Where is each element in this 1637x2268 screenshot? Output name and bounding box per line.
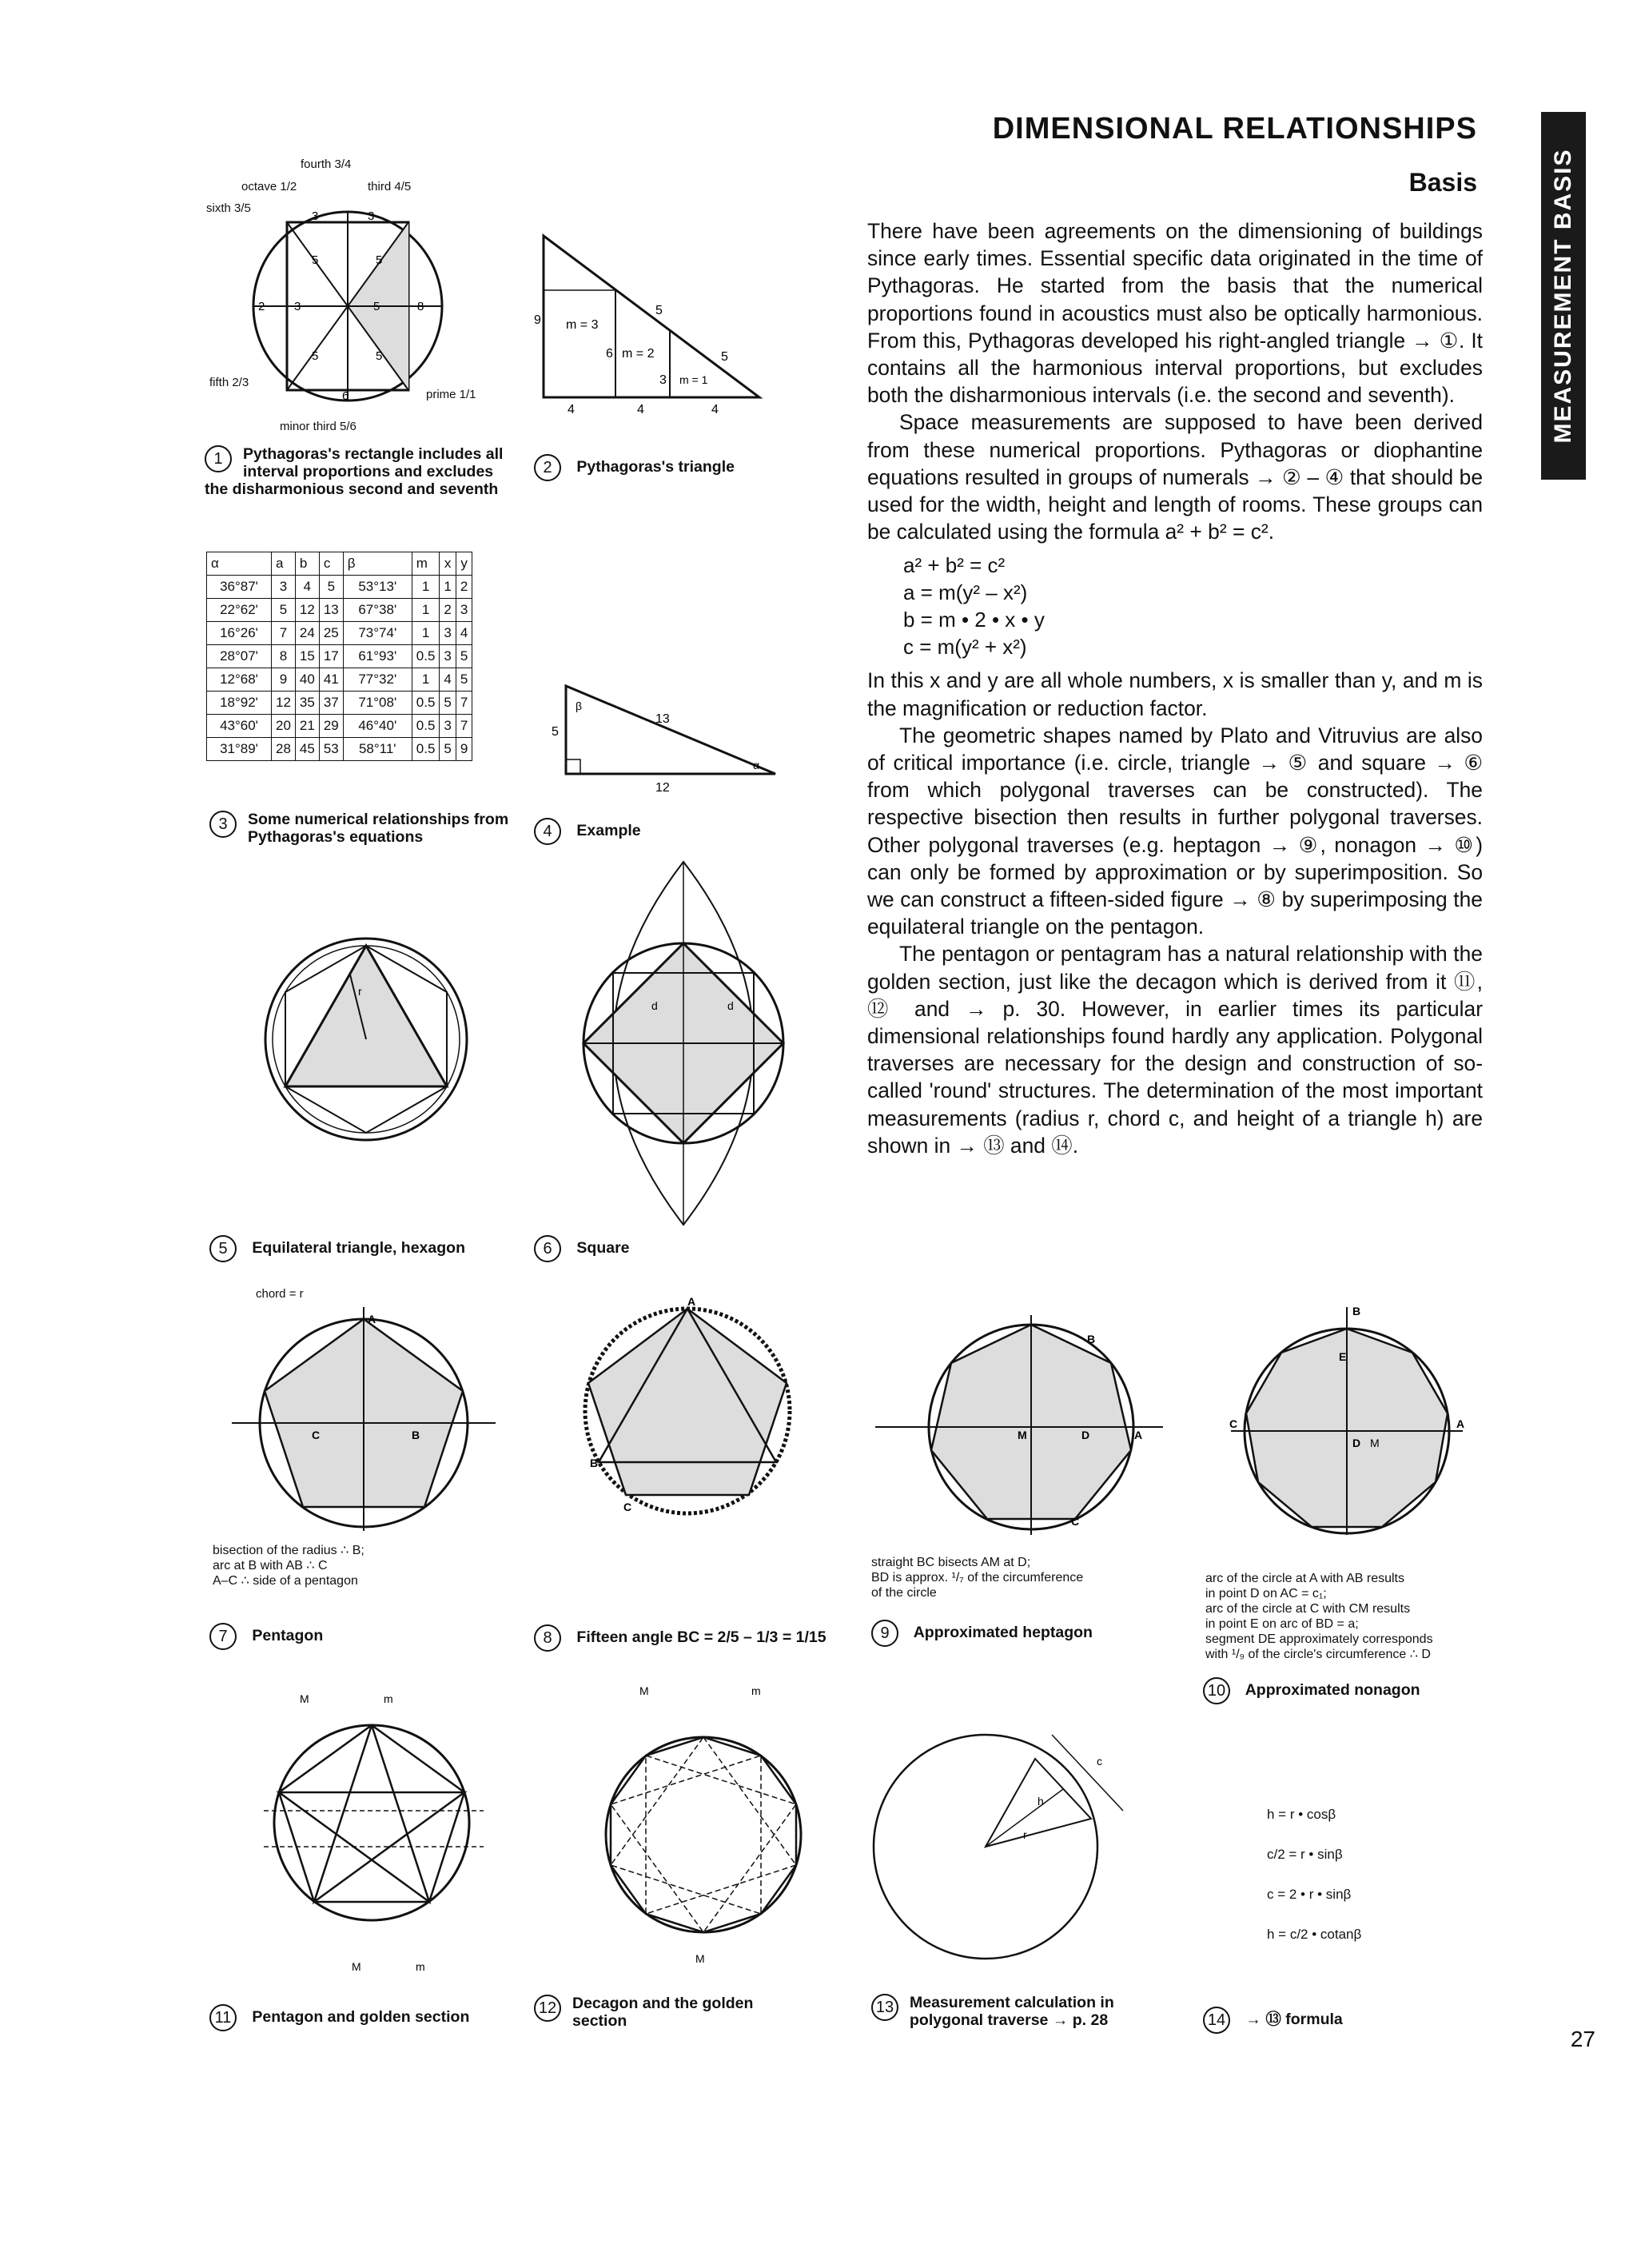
note-line: arc of the circle at A with AB results xyxy=(1205,1572,1404,1585)
fig9-number: 9 xyxy=(871,1620,898,1647)
svg-text:9: 9 xyxy=(534,313,541,327)
fig8-diagram xyxy=(576,1295,799,1527)
table-cell: 15 xyxy=(295,645,319,668)
svg-text:3: 3 xyxy=(294,300,301,313)
fig1-label-third: third 4/5 xyxy=(368,180,412,193)
formula: c = m(y² + x²) xyxy=(903,635,1027,660)
fig11-diagram xyxy=(256,1687,496,1983)
table-cell: 53°13' xyxy=(343,576,412,599)
svg-text:3: 3 xyxy=(659,373,667,387)
svg-text:α: α xyxy=(753,759,760,771)
fig6-diagram xyxy=(560,855,807,1231)
fig5-number: 5 xyxy=(209,1235,237,1262)
svg-text:D: D xyxy=(1352,1437,1361,1449)
table-row xyxy=(207,692,472,715)
table-cell: 2 xyxy=(440,599,456,622)
fig10-caption-text: Approximated nonagon xyxy=(1245,1681,1420,1700)
fig5-caption-text: Equilateral triangle, hexagon xyxy=(252,1239,465,1258)
table-row xyxy=(207,622,472,645)
table-cell: 21 xyxy=(295,715,319,738)
paragraph: There have been agreements on the dimensioning of buildings since early times. Essential specific data originated in the time of Pythagoras. He started from the basis that the numerical proportions found in acoustics must also be optically harmonious. From this, Pythagoras developed his right-angled triangle → ①. It contains all the harmonious interval proportions, but excludes both the disharmonious intervals (i.e. the second and seventh). xyxy=(867,219,1483,408)
svg-text:4: 4 xyxy=(637,403,644,417)
svg-text:8: 8 xyxy=(417,300,424,313)
fig8-caption xyxy=(534,1624,854,1652)
table-row xyxy=(207,576,472,599)
svg-text:A: A xyxy=(1134,1429,1143,1441)
formula: h = r • cosβ xyxy=(1267,1807,1336,1822)
table-cell: 25 xyxy=(319,622,343,645)
table-cell: 7 xyxy=(272,622,296,645)
table-cell: 43°60' xyxy=(207,715,272,738)
fig8-caption-text: Fifteen angle BC = xyxy=(576,1628,714,1647)
fig13-diagram xyxy=(871,1719,1143,1967)
table-cell: 13 xyxy=(319,599,343,622)
note-line: of the circle xyxy=(871,1586,937,1600)
svg-text:h: h xyxy=(1038,1795,1044,1808)
svg-text:E: E xyxy=(1339,1350,1347,1363)
svg-text:5: 5 xyxy=(312,253,319,267)
table-cell: 71°08' xyxy=(343,692,412,715)
table-cell: 0.5 xyxy=(412,715,440,738)
svg-text:c: c xyxy=(1097,1755,1102,1768)
table-cell: 40 xyxy=(295,668,319,692)
svg-text:m = 1: m = 1 xyxy=(679,373,708,386)
fig13-caption xyxy=(871,1994,1167,2029)
formula: a² + b² = c² xyxy=(903,553,1006,578)
svg-text:C: C xyxy=(623,1501,632,1513)
note-line: with ¹/₉ of the circle's circumference ∴ D xyxy=(1205,1648,1431,1661)
fig14-number: 14 xyxy=(1203,2007,1230,2034)
table-row xyxy=(207,668,472,692)
fig6-caption-text: Square xyxy=(576,1239,630,1258)
svg-text:4: 4 xyxy=(711,403,719,417)
svg-text:β: β xyxy=(576,700,583,712)
table-header-row xyxy=(207,552,472,576)
paragraph: The geometric shapes named by Plato and Vitruvius are also of critical importance (i.e. circle, triangle → ⑤ and square → ⑥ from which polygonal traverses can be constructed). The respective bisection then results in further polygonal traverses. Other polygonal traverses (e.g. heptagon → ⑨, nonagon → ⑩) can only be formed by approximation or by superimposition. So we can construct a fifteen-sided figure → ⑧ by superimposing the equilateral triangle on the pentagon. xyxy=(867,723,1483,939)
table-cell: 1 xyxy=(412,599,440,622)
svg-text:d: d xyxy=(727,999,734,1012)
fig2-caption-text: Pythagoras's triangle xyxy=(576,458,735,476)
table-cell: 18°92' xyxy=(207,692,272,715)
table-header: a xyxy=(272,552,296,576)
fig1-label-sixth: sixth 3/5 xyxy=(206,201,251,215)
table-cell: 2 xyxy=(456,576,472,599)
svg-text:r: r xyxy=(358,985,362,998)
fig8-number: 8 xyxy=(534,1624,561,1652)
table-cell: 5 xyxy=(440,692,456,715)
svg-text:B: B xyxy=(1352,1305,1361,1317)
fig1-label-prime: prime 1/1 xyxy=(426,388,476,401)
svg-text:B: B xyxy=(590,1457,599,1469)
side-tab-label: MEASUREMENT BASIS xyxy=(1550,148,1576,444)
fig9-note xyxy=(871,1555,1143,1600)
fig9-caption-text: Approximated heptagon xyxy=(913,1624,1093,1642)
fig6-number: 6 xyxy=(534,1235,561,1262)
page-title: DIMENSIONAL RELATIONSHIPS xyxy=(992,112,1477,145)
table-cell: 73°74' xyxy=(343,622,412,645)
table-cell: 28 xyxy=(272,738,296,761)
note-line: A–C ∴ side of a pentagon xyxy=(213,1574,358,1588)
side-tab xyxy=(1541,112,1586,480)
fig4-caption xyxy=(534,818,774,845)
note-line: segment DE approximately corresponds xyxy=(1205,1632,1433,1646)
svg-text:5: 5 xyxy=(312,349,319,363)
svg-text:12: 12 xyxy=(655,781,670,795)
table-cell: 1 xyxy=(412,576,440,599)
svg-text:M: M xyxy=(1018,1429,1027,1441)
paragraph: In this x and y are all whole numbers, x is smaller than y, and m is the magnification or reduction factor. xyxy=(867,668,1483,720)
formula: c = 2 • r • sinβ xyxy=(1267,1887,1352,1902)
fig1-label-minor-third: minor third 5/6 xyxy=(280,420,356,433)
table-cell: 46°40' xyxy=(343,715,412,738)
svg-text:6: 6 xyxy=(606,347,613,361)
svg-text:C: C xyxy=(312,1429,321,1441)
table-cell: 29 xyxy=(319,715,343,738)
svg-text:2: 2 xyxy=(258,300,265,313)
fig12-caption-text: Decagon and the golden section xyxy=(572,1995,754,2030)
table-header: x xyxy=(440,552,456,576)
fig11-caption-text: Pentagon and golden section xyxy=(252,2008,470,2027)
table-header: y xyxy=(456,552,472,576)
page-subtitle: Basis xyxy=(1408,168,1477,197)
fig1-diagram xyxy=(240,204,456,408)
table-cell: 58°11' xyxy=(343,738,412,761)
note-line: bisection of the radius ∴ B; xyxy=(213,1544,364,1557)
table-cell: 3 xyxy=(272,576,296,599)
fig4-caption-text: Example xyxy=(576,822,641,840)
fig13-number: 13 xyxy=(871,1994,898,2021)
table-cell: 0.5 xyxy=(412,692,440,715)
fig1-label-fifth: fifth 2/3 xyxy=(209,376,249,389)
fig10-note xyxy=(1205,1571,1509,1662)
table-cell: 4 xyxy=(456,622,472,645)
note-line: straight BC bisects AM at D; xyxy=(871,1556,1031,1569)
fig12-diagram xyxy=(591,1679,815,1975)
table-cell: 22°62' xyxy=(207,599,272,622)
table-cell: 35 xyxy=(295,692,319,715)
svg-text:A: A xyxy=(1456,1417,1465,1430)
table-cell: 12 xyxy=(272,692,296,715)
table-header: c xyxy=(319,552,343,576)
fig14-caption-text: → ⑬ formula xyxy=(1245,2011,1343,2029)
fig13-caption-text: Measurement calculation in polygonal traverse → p. 28 xyxy=(910,1994,1114,2029)
table-cell: 3 xyxy=(440,622,456,645)
fig10-diagram xyxy=(1199,1295,1495,1535)
fig5-caption xyxy=(209,1235,521,1262)
table-cell: 8 xyxy=(272,645,296,668)
table-cell: 28°07' xyxy=(207,645,272,668)
table-cell: 0.5 xyxy=(412,645,440,668)
svg-text:m: m xyxy=(384,1692,393,1705)
table-cell: 0.5 xyxy=(412,738,440,761)
svg-text:M: M xyxy=(352,1960,361,1973)
svg-text:5: 5 xyxy=(376,253,383,267)
table-cell: 5 xyxy=(319,576,343,599)
svg-text:5: 5 xyxy=(655,304,663,317)
pythagoras-table xyxy=(206,552,472,761)
fig5-diagram xyxy=(256,931,480,1147)
svg-text:A: A xyxy=(368,1313,376,1325)
paragraph: The pentagon or pentagram has a natural relationship with the golden section, just like the decagon which is derived from it ⑪, ⑫ and → p. 30. However, in earlier times its particular dimensional relationships found hardly any application. Polygonal traverses are necessary for the design and construction of so-called 'round' structures. The determination of the most important measurements (radius r, chord c, and height of a triangle h) are shown in → ⑬ and ⑭. xyxy=(867,942,1483,1158)
table-row xyxy=(207,645,472,668)
note-line: in point E on arc of BD = a; xyxy=(1205,1617,1359,1631)
table-cell: 12 xyxy=(295,599,319,622)
table-cell: 61°93' xyxy=(343,645,412,668)
fig1-caption-text: Pythagoras's rectangle includes all interval proportions and excludes the disharmonious second and seventh xyxy=(205,445,504,498)
fig6-caption xyxy=(534,1235,774,1262)
fig4-diagram xyxy=(544,672,791,799)
note-line: arc of the circle at C with CM results xyxy=(1205,1602,1411,1616)
fig7-caption-text: Pentagon xyxy=(252,1627,324,1645)
table-cell: 37 xyxy=(319,692,343,715)
svg-text:3: 3 xyxy=(312,209,319,223)
table-cell: 7 xyxy=(456,692,472,715)
table-cell: 12°68' xyxy=(207,668,272,692)
fig7-number: 7 xyxy=(209,1623,237,1650)
fig7-top-label: chord = r xyxy=(256,1287,304,1301)
body-text xyxy=(867,217,1483,1159)
table-cell: 67°38' xyxy=(343,599,412,622)
table-cell: 5 xyxy=(456,668,472,692)
table-cell: 1 xyxy=(412,622,440,645)
table-cell: 36°87' xyxy=(207,576,272,599)
fig3-number: 3 xyxy=(209,811,237,838)
svg-text:B: B xyxy=(412,1429,420,1441)
table-cell: 20 xyxy=(272,715,296,738)
table-cell: 4 xyxy=(295,576,319,599)
svg-text:r: r xyxy=(1023,1828,1027,1841)
svg-text:M: M xyxy=(695,1952,705,1965)
svg-text:5: 5 xyxy=(376,349,383,363)
table-cell: 17 xyxy=(319,645,343,668)
fig1-number: 1 xyxy=(205,445,232,472)
table-cell: 4 xyxy=(440,668,456,692)
fig10-caption xyxy=(1203,1677,1507,1704)
svg-text:C: C xyxy=(1071,1515,1080,1528)
fig3-caption xyxy=(209,811,521,846)
fig2-diagram xyxy=(528,228,775,420)
table-cell: 53 xyxy=(319,738,343,761)
table-cell: 7 xyxy=(456,715,472,738)
fig4-number: 4 xyxy=(534,818,561,845)
svg-text:m: m xyxy=(416,1960,425,1973)
table-cell: 5 xyxy=(440,738,456,761)
fig1-caption xyxy=(205,445,516,498)
svg-text:m: m xyxy=(751,1684,761,1697)
formula: a = m(y² – x²) xyxy=(903,580,1028,605)
formula: c/2 = r • sinβ xyxy=(1267,1847,1343,1862)
table-cell: 5 xyxy=(456,645,472,668)
table-cell: 45 xyxy=(295,738,319,761)
svg-text:3: 3 xyxy=(368,209,375,223)
svg-text:4: 4 xyxy=(568,403,575,417)
fig9-caption xyxy=(871,1620,1143,1647)
svg-text:5: 5 xyxy=(721,350,728,364)
svg-text:M: M xyxy=(1370,1437,1380,1449)
table-cell: 5 xyxy=(272,599,296,622)
note-line: BD is approx. ¹/₇ of the circumference xyxy=(871,1571,1084,1584)
fig7-diagram xyxy=(228,1303,500,1535)
table-row xyxy=(207,599,472,622)
svg-text:d: d xyxy=(651,999,658,1012)
page-number: 27 xyxy=(1570,2027,1595,2051)
table-header: b xyxy=(295,552,319,576)
table-cell: 9 xyxy=(272,668,296,692)
fig7-caption xyxy=(209,1623,449,1650)
svg-text:B: B xyxy=(1087,1333,1096,1345)
paragraph: Space measurements are supposed to have been derived from these numerical proportions. Pythagoras or diophantine equations resulted in groups of numerals → ② – ④ that should be used for the width, height and length of rooms. These groups can be calculated using the formula a² + b² = c². xyxy=(867,410,1483,544)
svg-text:m = 3: m = 3 xyxy=(566,318,599,332)
fig14-caption xyxy=(1203,2007,1467,2034)
fig9-diagram xyxy=(867,1311,1171,1543)
fig14-formulas xyxy=(1267,1795,1427,1955)
table-cell: 41 xyxy=(319,668,343,692)
svg-text:A: A xyxy=(687,1295,696,1308)
note-line: in point D on AC = c₁; xyxy=(1205,1587,1327,1600)
svg-text:M: M xyxy=(639,1684,649,1697)
table-cell: 3 xyxy=(440,645,456,668)
table-cell: 16°26' xyxy=(207,622,272,645)
table-cell: 1 xyxy=(440,576,456,599)
table-cell: 1 xyxy=(412,668,440,692)
fig10-number: 10 xyxy=(1203,1677,1230,1704)
svg-text:D: D xyxy=(1081,1429,1090,1441)
fig2-number: 2 xyxy=(534,454,561,481)
table-cell: 77°32' xyxy=(343,668,412,692)
table-header: α xyxy=(207,552,272,576)
table-cell: 24 xyxy=(295,622,319,645)
svg-text:5: 5 xyxy=(552,725,559,739)
fig1-label-octave: octave 1/2 xyxy=(241,180,297,193)
svg-text:5: 5 xyxy=(373,300,380,313)
fig12-number: 12 xyxy=(534,1995,561,2022)
fig2-caption xyxy=(534,454,774,481)
svg-text:m = 2: m = 2 xyxy=(622,347,655,361)
table-cell: 3 xyxy=(456,599,472,622)
table-row xyxy=(207,738,472,761)
table-header: m xyxy=(412,552,440,576)
svg-text:C: C xyxy=(1229,1417,1238,1430)
fig7-note xyxy=(213,1543,452,1588)
fig3-caption-text: Some numerical relationships from Pythagoras's equations xyxy=(248,811,509,846)
fig11-number: 11 xyxy=(209,2004,237,2031)
fig8-fraction: 2/5 – 1/3 = 1/15 xyxy=(717,1628,826,1647)
formula-block xyxy=(903,552,1483,660)
formula: h = c/2 • cotanβ xyxy=(1267,1927,1362,1942)
fig12-caption xyxy=(534,1995,806,2030)
note-line: arc at B with AB ∴ C xyxy=(213,1559,328,1572)
table-cell: 3 xyxy=(440,715,456,738)
svg-text:6: 6 xyxy=(342,389,349,403)
table-row xyxy=(207,715,472,738)
table-cell: 31°89' xyxy=(207,738,272,761)
fig1-label-fourth: fourth 3/4 xyxy=(301,157,352,171)
svg-text:13: 13 xyxy=(655,712,670,726)
fig11-caption xyxy=(209,2004,529,2031)
table-header: β xyxy=(343,552,412,576)
table-cell: 9 xyxy=(456,738,472,761)
formula: b = m • 2 • x • y xyxy=(903,608,1045,632)
svg-text:M: M xyxy=(300,1692,309,1705)
